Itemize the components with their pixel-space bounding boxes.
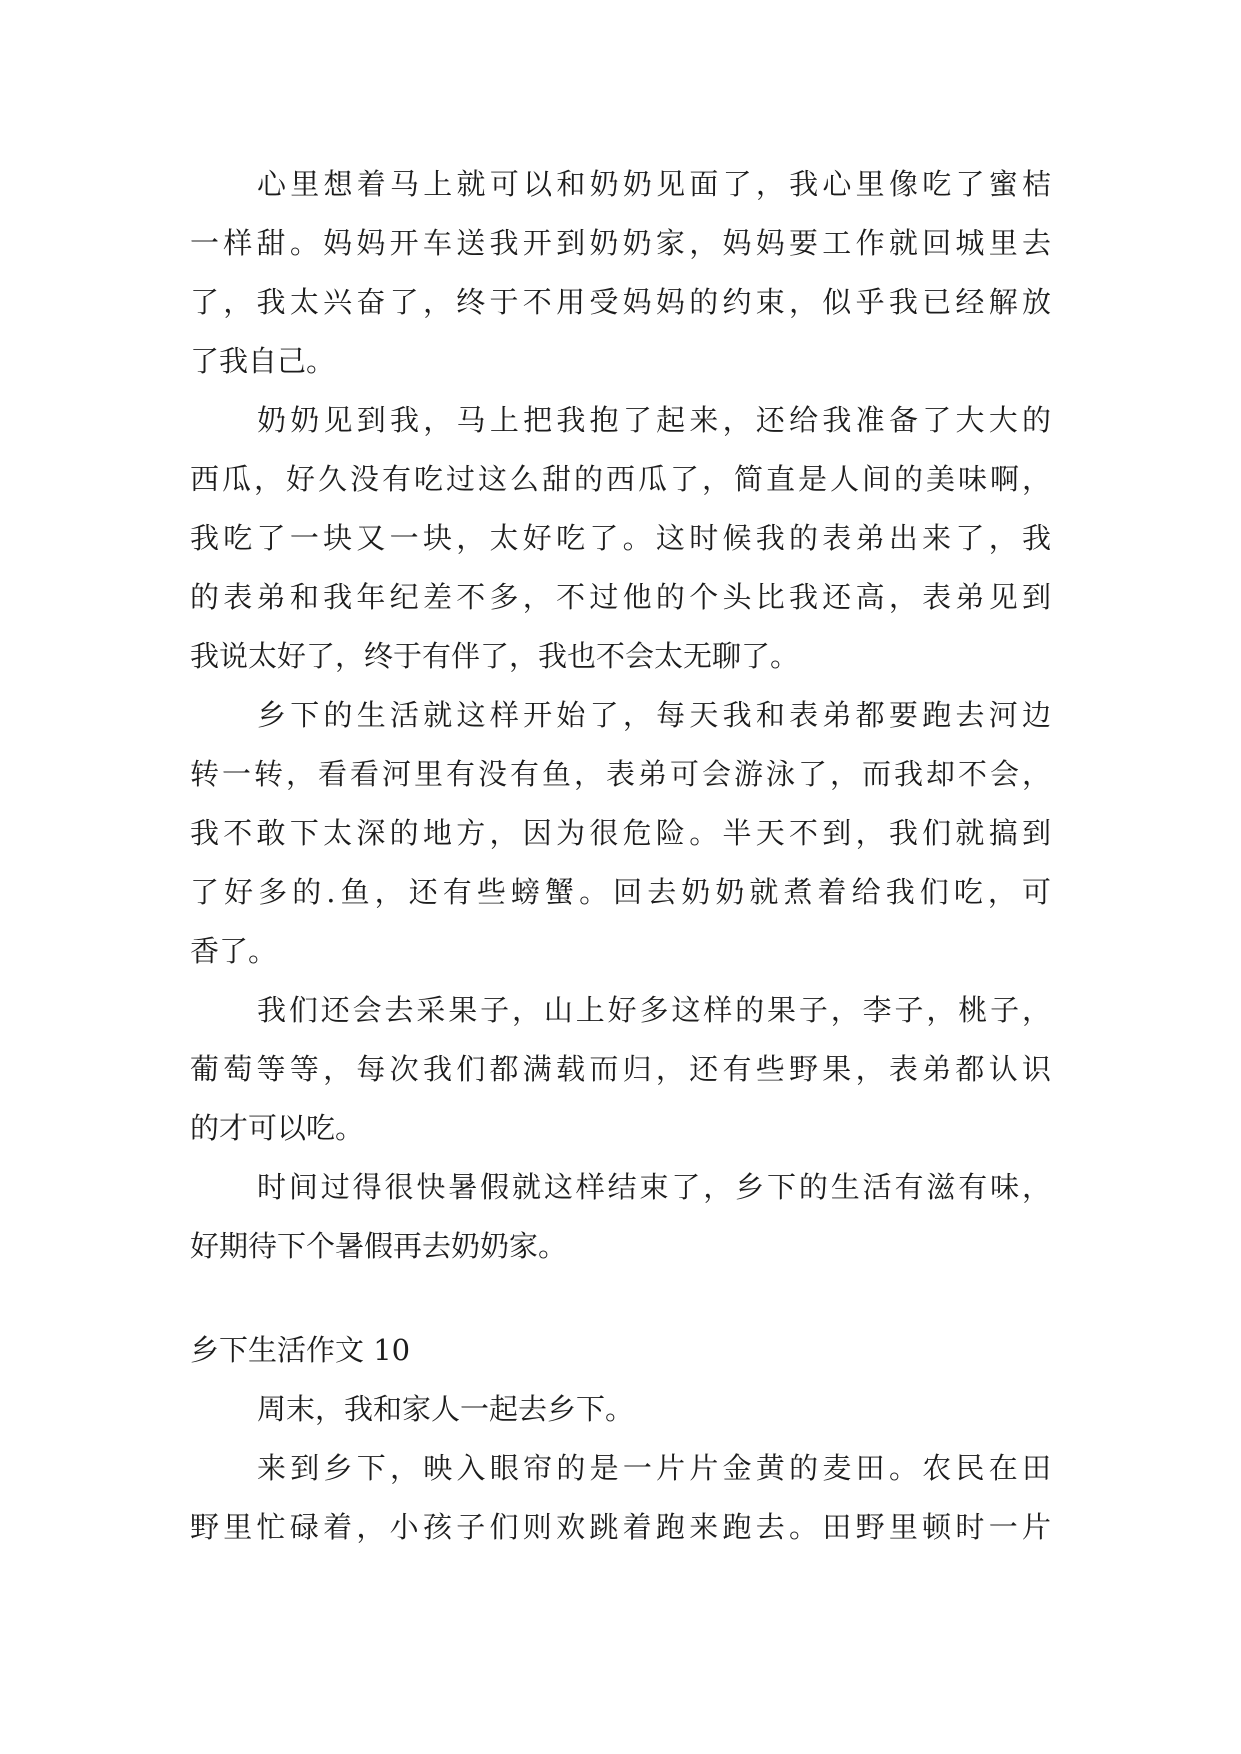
text-line: 一样甜。妈妈开车送我开到奶奶家，妈妈要工作就回城里去	[190, 226, 1051, 260]
text-line: 来到乡下，映入眼帘的是一片片金黄的麦田。农民在田	[257, 1451, 1051, 1485]
text-line: 我说太好了，终于有伴了，我也不会太无聊了。	[190, 639, 800, 673]
text-line: 葡萄等等，每次我们都满载而归，还有些野果，表弟都认识	[190, 1052, 1051, 1086]
text-line: 的才可以吃。	[190, 1111, 365, 1145]
text-line: 时间过得很快暑假就这样结束了，乡下的生活有滋有味，	[257, 1170, 1051, 1204]
text-line: 心里想着马上就可以和奶奶见面了，我心里像吃了蜜桔	[257, 167, 1051, 201]
paragraph	[190, 155, 1051, 391]
paragraph	[190, 686, 1051, 981]
text-line: 我吃了一块又一块，太好吃了。这时候我的表弟出来了，我	[190, 521, 1051, 555]
text-line: 了我自己。	[190, 344, 336, 378]
next-essay	[190, 1321, 1051, 1557]
text-line: 我们还会去采果子，山上好多这样的果子，李子，桃子，	[257, 993, 1051, 1027]
paragraph	[190, 1158, 1051, 1276]
text-line: 野里忙碌着，小孩子们则欢跳着跑来跑去。田野里顿时一片	[190, 1510, 1051, 1544]
text-line: 的表弟和我年纪差不多，不过他的个头比我还高，表弟见到	[190, 580, 1051, 614]
text-line: 转一转，看看河里有没有鱼，表弟可会游泳了，而我却不会，	[190, 757, 1051, 791]
text-line: 西瓜，好久没有吃过这么甜的西瓜了，简直是人间的美味啊，	[190, 462, 1051, 496]
text-line: 了，我太兴奋了，终于不用受妈妈的约束，似乎我已经解放	[190, 285, 1051, 319]
essay-continuation	[190, 155, 1051, 1276]
text-line: 我不敢下太深的地方，因为很危险。半天不到，我们就搞到	[190, 816, 1051, 850]
paragraph	[190, 1380, 1051, 1439]
text-line: 香了。	[190, 934, 278, 968]
text-line: 周末，我和家人一起去乡下。	[257, 1392, 635, 1426]
text-line: 奶奶见到我，马上把我抱了起来，还给我准备了大大的	[257, 403, 1051, 437]
paragraph	[190, 981, 1051, 1158]
paragraph	[190, 391, 1051, 686]
text-line: 好期待下个暑假再去奶奶家。	[190, 1229, 568, 1263]
essay-title: 乡下生活作文 10	[190, 1333, 411, 1367]
paragraph	[190, 1439, 1051, 1557]
text-line: 了好多的.鱼，还有些螃蟹。回去奶奶就煮着给我们吃，可	[190, 875, 1051, 909]
text-line: 乡下的生活就这样开始了，每天我和表弟都要跑去河边	[257, 698, 1051, 732]
